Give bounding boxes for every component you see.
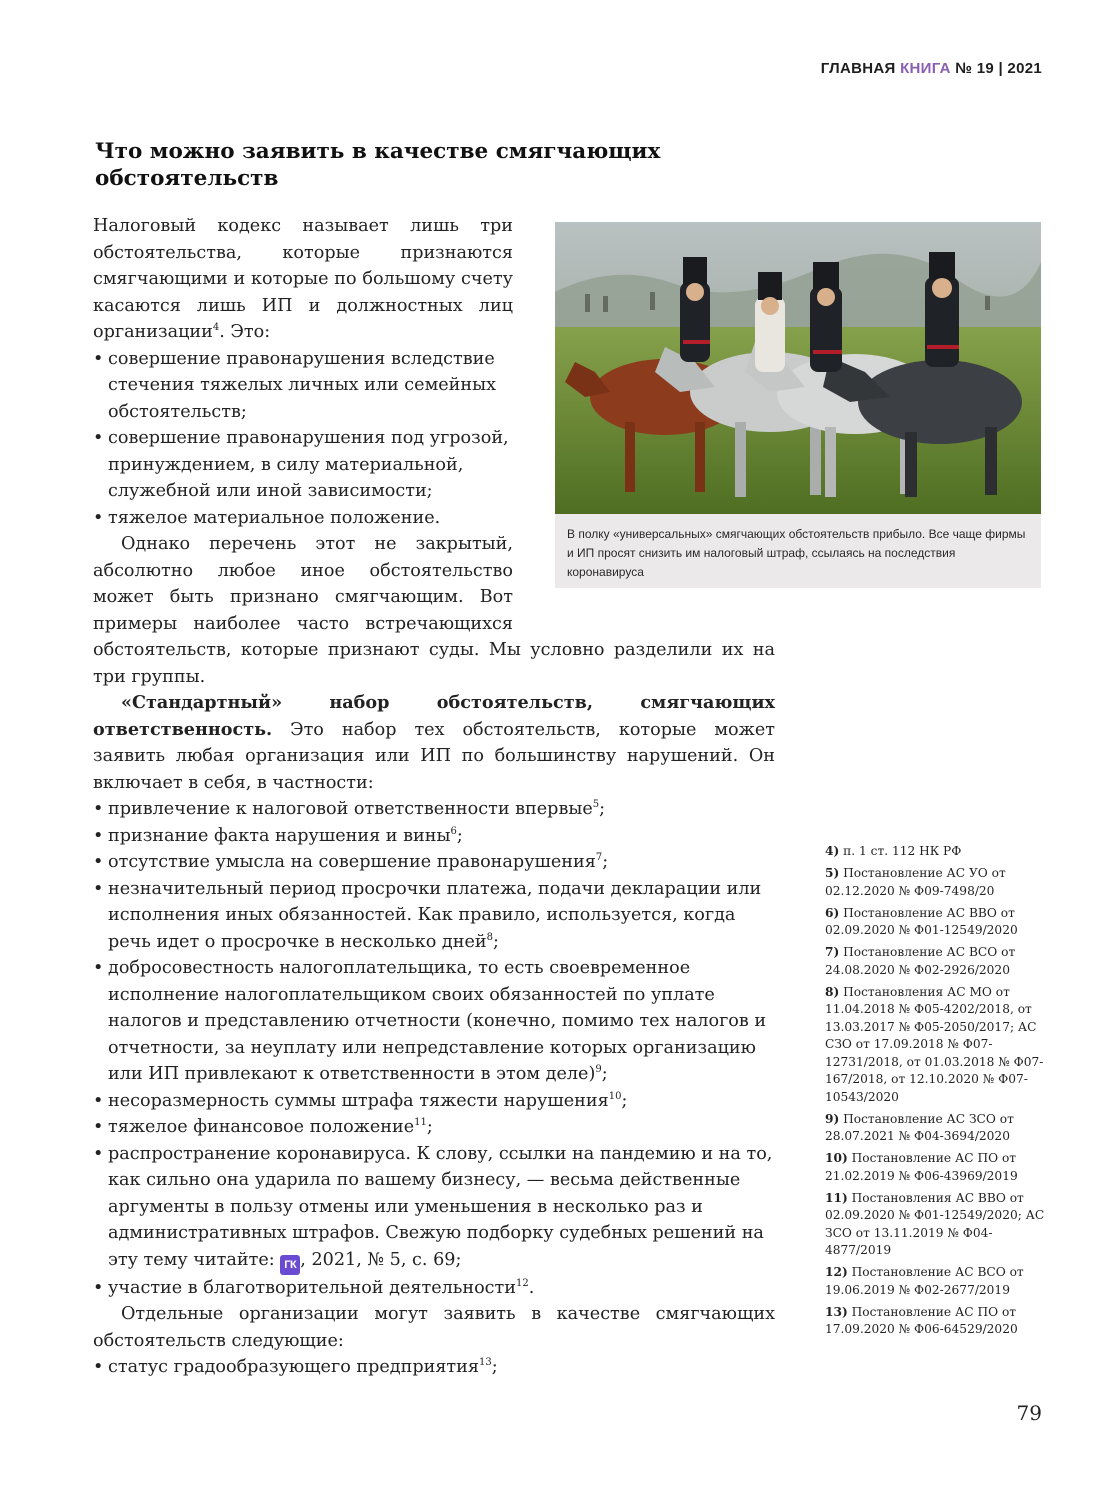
footnote-number: 7) bbox=[825, 945, 840, 959]
list-item bbox=[93, 1354, 775, 1381]
item-end: ; bbox=[601, 1064, 608, 1084]
footnote-text: Постановление АС ПО от 21.02.2019 № Ф06-43969/2019 bbox=[825, 1151, 1018, 1183]
item-text: добросовестность налогоплательщика, то есть своевременное исполнение налогоплательщиком своих обязанностей по уплате налогов и представлению отчетности (конечно, помимо тех налогов и отчетности, за неуплату или непредставление которых организацию или ИП привлекают к ответственности в этом деле) bbox=[108, 958, 767, 1084]
item-text: статус градообразующего предприятия bbox=[108, 1357, 479, 1377]
footnote-text: Постановление АС ВВО от 02.09.2020 № Ф01-12549/2020 bbox=[825, 905, 1018, 937]
paragraph-open-list: Однако перечень этот не закрытый, абсолютно любое иное обстоятельство может быть признано смягчающим. Вот примеры наиболее часто встречающихся обстоятельств, которые признают суды. Мы условно разделили их на три группы. bbox=[93, 534, 775, 687]
footnote-ref: 8 bbox=[486, 931, 493, 943]
footnote-text: Постановление АС ВСО от 19.06.2019 № Ф02-2677/2019 bbox=[825, 1265, 1024, 1297]
footnotes bbox=[825, 843, 1055, 1343]
footnote-number: 5) bbox=[825, 866, 840, 880]
item-end: ; bbox=[426, 1117, 433, 1137]
footnote bbox=[825, 905, 1055, 940]
footnote-text: Постановления АС ВВО от 02.09.2020 № Ф01-12549/2020; АС ЗСО от 13.11.2019 № Ф04-4877/2019 bbox=[825, 1190, 1045, 1257]
list-item: • тяжелое материальное положение. bbox=[93, 505, 775, 532]
list-item bbox=[93, 1275, 775, 1302]
footnote-number: 12) bbox=[825, 1265, 848, 1279]
footnote bbox=[825, 1150, 1055, 1185]
list-item bbox=[93, 1088, 775, 1115]
footnote-ref: 11 bbox=[414, 1117, 427, 1128]
item-text: отсутствие умысла на совершение правонарушения bbox=[108, 852, 596, 872]
list-item bbox=[93, 796, 775, 823]
glavkniga-logo-icon[interactable]: ГК bbox=[280, 1255, 300, 1275]
item-text: распространение коронавируса. К слову, ссылки на пандемию и на то, как сильно она ударила по вашему бизнесу, — весьма действенные аргументы в пользу отмены или уменьшения в несколько раз и административных штрафов. Свежую подборку судебных решений на эту тему читайте: bbox=[108, 1143, 773, 1270]
article-title: Что можно заявить в качестве смягчающих обстоятельств bbox=[95, 139, 661, 191]
footnote bbox=[825, 865, 1055, 900]
footnote bbox=[825, 1264, 1055, 1299]
footnote-text: Постановление АС УО от 02.12.2020 № Ф09-7498/20 bbox=[825, 866, 1006, 898]
intro-after: . Это: bbox=[219, 322, 271, 342]
item-end: . bbox=[528, 1277, 535, 1298]
footnote-ref: 6 bbox=[450, 825, 457, 837]
list-item-coronavirus bbox=[93, 1141, 775, 1275]
footnote bbox=[825, 843, 1055, 861]
item-text: тяжелое финансовое положение bbox=[108, 1117, 415, 1137]
footnote-ref: 7 bbox=[595, 852, 603, 863]
footnote-number: 9) bbox=[825, 1111, 840, 1126]
footnote-ref: 10 bbox=[608, 1090, 622, 1102]
paragraph-standard-set bbox=[93, 690, 775, 796]
footnote-text: Постановление АС ПО от 17.09.2020 № Ф06-64529/2020 bbox=[825, 1304, 1018, 1336]
list-item bbox=[93, 849, 775, 876]
list-item bbox=[93, 823, 775, 850]
footnote-number: 4) bbox=[825, 844, 840, 858]
footnote-text: Постановления АС МО от 11.04.2018 № Ф05-4202/2018, от 13.03.2017 № Ф05-2050/2017; АС СЗО от 17.09.2018 № Ф07-12731/2018, от 01.03.2018 № Ф07-167/2018, от 12.10.2020 № Ф07-10543/2020 bbox=[825, 984, 1044, 1104]
footnote bbox=[825, 944, 1055, 979]
footnote bbox=[825, 1304, 1055, 1339]
item-text: участие в благотворительной деятельности bbox=[108, 1277, 516, 1298]
item-end: ; bbox=[599, 799, 606, 819]
footnote bbox=[825, 984, 1055, 1107]
footnote-text: п. 1 ст. 112 НК РФ bbox=[843, 844, 962, 858]
footnote bbox=[825, 1111, 1055, 1146]
footnote-number: 11) bbox=[825, 1190, 848, 1205]
page-number: 79 bbox=[1016, 1401, 1042, 1425]
item-end: ; bbox=[491, 1357, 498, 1377]
standard-set-text: Это набор тех обстоятельств, которые может заявить любая организация или ИП по большинству нарушений. Он включает в себя, в частности: bbox=[93, 719, 775, 793]
item-text: признание факта нарушения и вины bbox=[108, 825, 451, 846]
specific-circumstances-list bbox=[93, 1354, 775, 1381]
list-item bbox=[93, 1114, 775, 1141]
item-text: незначительный период просрочки платежа, подачи декларации или исполнения иных обязанностей. Как правило, используется, когда речь идет о просрочке в несколько дней bbox=[108, 878, 762, 952]
intro-text: Налоговый кодекс называет лишь три обстоятельства, которые признаются смягчающими и которые по большому счету касаются лишь ИП и должностных лиц организации bbox=[93, 216, 513, 342]
footnote-text: Постановление АС ВСО от 24.08.2020 № Ф02-2926/2020 bbox=[825, 945, 1016, 977]
item-reference: , 2021, № 5, с. 69; bbox=[300, 1249, 462, 1270]
item-text: несоразмерность суммы штрафа тяжести нарушения bbox=[108, 1090, 609, 1111]
footnote-text: Постановление АС ЗСО от 28.07.2021 № Ф04-3694/2020 bbox=[825, 1111, 1014, 1143]
masthead-part2: КНИГА bbox=[900, 60, 951, 77]
footnote-ref: 4 bbox=[212, 322, 220, 333]
item-end: ; bbox=[621, 1090, 628, 1111]
footnote bbox=[825, 1190, 1055, 1260]
footnote-number: 8) bbox=[825, 984, 840, 999]
standard-circumstances-list bbox=[93, 796, 775, 1301]
footnote-ref: 9 bbox=[595, 1064, 602, 1075]
masthead bbox=[821, 60, 1042, 77]
footnote-number: 13) bbox=[825, 1304, 848, 1319]
footnote-ref: 13 bbox=[478, 1357, 492, 1368]
item-end: ; bbox=[456, 825, 463, 846]
list-item: • совершение правонарушения вследствие стечения тяжелых личных или семейных обстоятельств; bbox=[93, 346, 775, 426]
article-body bbox=[93, 213, 775, 1381]
footnote-number: 6) bbox=[825, 905, 840, 920]
list-item bbox=[93, 876, 775, 956]
footnote-ref: 5 bbox=[592, 799, 600, 810]
statutory-circumstances-list bbox=[93, 346, 775, 532]
paragraph-specific-orgs: Отдельные организации могут заявить в качестве смягчающих обстоятельств следующие: bbox=[93, 1304, 775, 1351]
item-end: ; bbox=[602, 852, 609, 872]
masthead-part1: ГЛАВНАЯ bbox=[820, 60, 896, 77]
footnote-ref: 12 bbox=[516, 1277, 529, 1289]
item-text: привлечение к налоговой ответственности впервые bbox=[108, 799, 593, 819]
footnote-number: 10) bbox=[825, 1151, 848, 1165]
list-item bbox=[93, 955, 775, 1088]
item-end: ; bbox=[492, 931, 499, 952]
masthead-part3: № 19 | 2021 bbox=[955, 60, 1042, 77]
standard-set-heading: «Стандартный» набор обстоятельств, смягчающих ответственность. bbox=[93, 692, 775, 740]
list-item: • совершение правонарушения под угрозой, принуждением, в силу материальной, служебной или иной зависимости; bbox=[93, 425, 775, 505]
photo-caption: В полку «универсальных» смягчающих обстоятельств прибыло. Все чаще фирмы и ИП просят снизить им налоговый штраф, ссылаясь на последствия коронавируса bbox=[555, 514, 1041, 588]
